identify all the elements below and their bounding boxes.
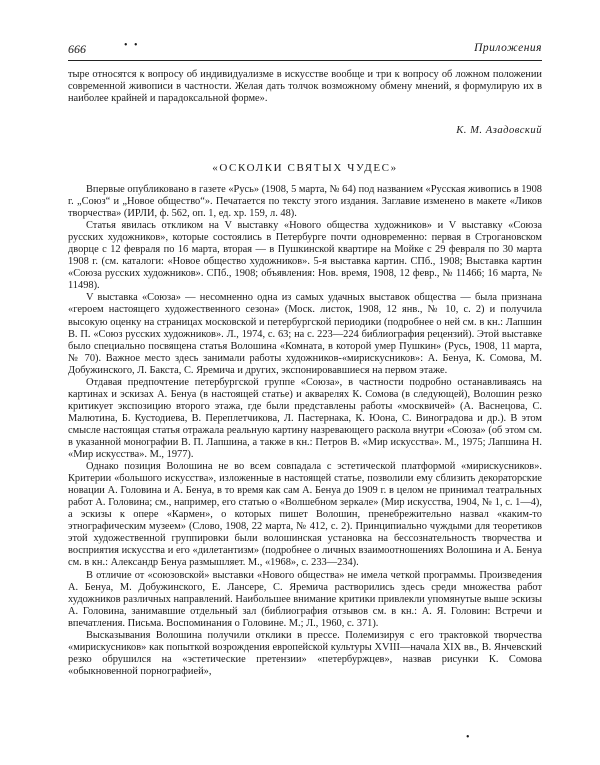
intro-paragraph: тыре относятся к вопросу об индивидуализме в искусстве вообще и три к вопросу об ложном положении современной живописи в частности. Желая дать толчок возможному обмену мнений, я формулирую их в наиболее крайней и парадоксальной форме». bbox=[68, 69, 542, 105]
page-header bbox=[68, 42, 542, 60]
section-title: «ОСКОЛКИ СВЯТЫХ ЧУДЕС» bbox=[212, 162, 398, 174]
paragraph: Отдавая предпочтение петербургской группе «Союза», в частности подробно останавливаясь на картинах и эскизах А. Бенуа (в настоящей статье) и акварелях К. Сомова (в следующей), Волошин резко критикует экспозицию второго этажа, где были представлены работы «москвичей» (А. Васнецова, С. Малютина, Б. Кустодиева, В. Переплетчикова, Л. Пастернака, К. Юона, С. Виноградова и др.). В этом смысле настоящая статья отражала реальную картину назревающего раскола внутри «Союза» (об этом см. в указанной монографии В. П. Лапшина, а также в кн.: Петров В. «Мир искусства». М., 1975; Лапшина Н. «Мир искусства». М., 1977). bbox=[68, 376, 542, 461]
paragraph: Впервые опубликовано в газете «Русь» (1908, 5 марта, № 64) под названием «Русская живопись в 1908 г. „Союз“ и „Новое общество“». Печатается по тексту этого издания. Заглавие изменено в макете «Ликов творчества» (ИРЛИ, ф. 562, оп. 1, ед. хр. 159, л. 48). bbox=[68, 184, 542, 220]
header-dots: • • bbox=[124, 40, 140, 51]
author-signature: К. М. Азадовский bbox=[456, 125, 542, 136]
running-head: Приложения bbox=[474, 42, 542, 54]
paragraph: В отличие от «союзовской» выставки «Нового общества» не имела четкой программы. Произведения А. Бенуа, М. Добужинского, Е. Лансере, С. Яремича растворились здесь среди множества работ художников различных направлений. Наибольшее внимание критики привлекли упомянутые выше эскизы А. Головина, занимавшие отдельный зал (библиография отзывов см. в кн.: А. Я. Головин: Встречи и впечатления. Письма. Воспоминания о Головине. М.; Л., 1960, с. 371). bbox=[68, 569, 542, 629]
paragraph: Однако позиция Волошина не во всем совпадала с эстетической платформой «мирискусников». Критерии «большого искусства», изложенные в настоящей статье, позволили ему сблизить декораторские новации А. Головина и А. Бенуа, в то время как сам А. Бенуа до 1909 г. в целом не принимал театральных работ А. Головина; см., например, его статью о «Волшебном зеркале» (Мир искусства, 1904, № 1, с. 1—4), а эскизы к опере «Кармен», о которых пишет Волошин, пренебрежительно назвал «каким-то этнографическим музеем» (Слово, 1908, 22 марта, № 412, с. 2). Принципиально чуждыми для теоретиков этой художественной группировки были волошинская установка на бессознательность творчества и восприятия искусства и его «дилетантизм» (подробнее о личных взаимоотношениях Волошина и А. Бенуа см. в кн.: Александр Бенуа размышляет. М., «1968», с. 233—234). bbox=[68, 461, 542, 569]
paragraph: V выставка «Союза» — несомненно одна из самых удачных выставок общества — была признана «героем настоящего художественного сезона» (Моск. листок, 1908, 12 янв., № 10, с. 2) и получила высокую оценку на страницах московской и петербургской периодики (подробнее о ней см. в кн.: Лапшин В. П. «Союз русских художников». Л., 1974, с. 63; на с. 223—224 библиография рецензий). Этой выставке было специально посвящена статья Волошина «Комната, в которой умер Пушкин» (Русь, 1908, 11 марта, № 70). Важное место здесь занимали работы художников-«мирискусников»: А. Бенуа, К. Сомова, М. Добужинского, Л. Бакста, С. Яремича и других, экспонировавшиеся на первом этаже. bbox=[68, 292, 542, 376]
paragraph: Статья явилась откликом на V выставку «Нового общества художников» и V выставку «Союза русских художников», которые состоялись в Петербурге почти одновременно: первая в Строгановском дворце с 12 февраля по 16 марта, вторая — в Пушкинской квартире на Мойке с 29 февраля по 30 марта 1908 г. (см. каталоги: «Новое общество художников». 5-я выставка картин. СПб., 1908; Выставка картин «Союза русских художников». СПб., 1908; объявления: Нов. время, 1908, 12 февр., № 11466; 16 марта, № 11498). bbox=[68, 220, 542, 292]
footer-mark: • bbox=[466, 732, 476, 743]
commentary-body bbox=[68, 184, 542, 678]
paragraph: Высказывания Волошина получили отклики в прессе. Полемизируя с его трактовкой творчества «мирискусников» как попыткой возрождения европейской культуры XVIII—начала XIX вв., В. Янчевский резко обрушился на «эстетические претензии» «петербуржцев», назвав рисунки К. Сомова «обыкновенной порнографией», bbox=[68, 629, 542, 677]
page-number: 666 bbox=[68, 42, 86, 56]
header-rule bbox=[68, 60, 542, 61]
